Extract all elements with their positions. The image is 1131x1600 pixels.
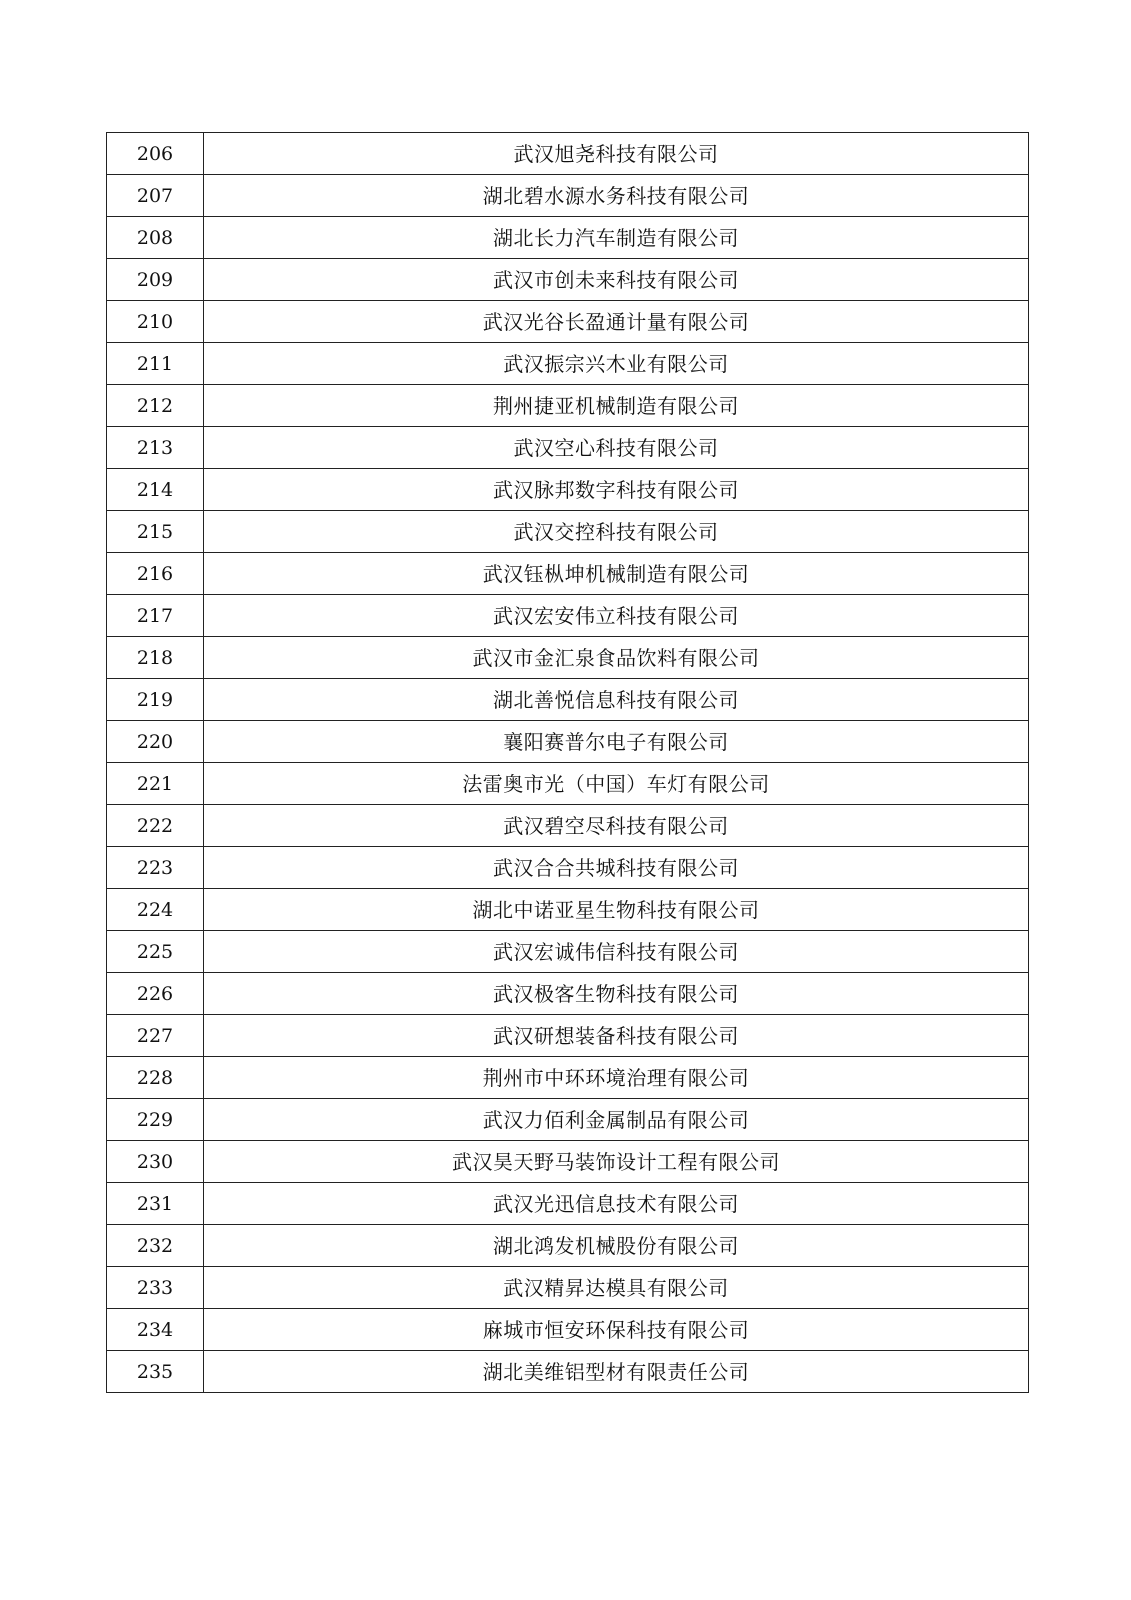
row-number-cell: 229 <box>107 1099 204 1141</box>
company-list-table <box>106 132 1029 1393</box>
company-name-cell: 武汉研想装备科技有限公司 <box>204 1015 1029 1057</box>
row-number-cell: 223 <box>107 847 204 889</box>
table-row <box>107 259 1029 301</box>
company-name-cell: 武汉合合共城科技有限公司 <box>204 847 1029 889</box>
table-row <box>107 721 1029 763</box>
row-number-cell: 212 <box>107 385 204 427</box>
table-row <box>107 805 1029 847</box>
company-name-cell: 武汉昊天野马装饰设计工程有限公司 <box>204 1141 1029 1183</box>
row-number-cell: 206 <box>107 133 204 175</box>
row-number-cell: 218 <box>107 637 204 679</box>
table-row <box>107 385 1029 427</box>
company-name-cell: 武汉市金汇泉食品饮料有限公司 <box>204 637 1029 679</box>
company-name-cell: 武汉光谷长盈通计量有限公司 <box>204 301 1029 343</box>
row-number-cell: 220 <box>107 721 204 763</box>
table-row <box>107 1099 1029 1141</box>
row-number-cell: 207 <box>107 175 204 217</box>
row-number-cell: 213 <box>107 427 204 469</box>
company-name-cell: 湖北中诺亚星生物科技有限公司 <box>204 889 1029 931</box>
table-row <box>107 1351 1029 1393</box>
company-name-cell: 法雷奥市光（中国）车灯有限公司 <box>204 763 1029 805</box>
company-name-cell: 武汉力佰利金属制品有限公司 <box>204 1099 1029 1141</box>
company-name-cell: 荆州捷亚机械制造有限公司 <box>204 385 1029 427</box>
table-row <box>107 1225 1029 1267</box>
row-number-cell: 222 <box>107 805 204 847</box>
row-number-cell: 225 <box>107 931 204 973</box>
table-row <box>107 679 1029 721</box>
row-number-cell: 234 <box>107 1309 204 1351</box>
table-row <box>107 763 1029 805</box>
table-row <box>107 511 1029 553</box>
row-number-cell: 235 <box>107 1351 204 1393</box>
row-number-cell: 209 <box>107 259 204 301</box>
row-number-cell: 232 <box>107 1225 204 1267</box>
table-row <box>107 301 1029 343</box>
table-row <box>107 1183 1029 1225</box>
company-name-cell: 襄阳赛普尔电子有限公司 <box>204 721 1029 763</box>
table-row <box>107 553 1029 595</box>
company-name-cell: 湖北善悦信息科技有限公司 <box>204 679 1029 721</box>
table-row <box>107 847 1029 889</box>
table-row <box>107 1309 1029 1351</box>
company-name-cell: 武汉旭尧科技有限公司 <box>204 133 1029 175</box>
company-name-cell: 武汉市创未来科技有限公司 <box>204 259 1029 301</box>
row-number-cell: 227 <box>107 1015 204 1057</box>
row-number-cell: 230 <box>107 1141 204 1183</box>
company-name-cell: 武汉脉邦数字科技有限公司 <box>204 469 1029 511</box>
company-name-cell: 湖北长力汽车制造有限公司 <box>204 217 1029 259</box>
table-row <box>107 595 1029 637</box>
row-number-cell: 210 <box>107 301 204 343</box>
table-row <box>107 973 1029 1015</box>
table-row <box>107 1057 1029 1099</box>
row-number-cell: 221 <box>107 763 204 805</box>
table-row <box>107 931 1029 973</box>
table-row <box>107 175 1029 217</box>
table-row <box>107 637 1029 679</box>
table-row <box>107 889 1029 931</box>
company-name-cell: 武汉光迅信息技术有限公司 <box>204 1183 1029 1225</box>
row-number-cell: 215 <box>107 511 204 553</box>
company-name-cell: 麻城市恒安环保科技有限公司 <box>204 1309 1029 1351</box>
row-number-cell: 231 <box>107 1183 204 1225</box>
company-name-cell: 武汉交控科技有限公司 <box>204 511 1029 553</box>
company-name-cell: 武汉宏安伟立科技有限公司 <box>204 595 1029 637</box>
row-number-cell: 233 <box>107 1267 204 1309</box>
row-number-cell: 216 <box>107 553 204 595</box>
row-number-cell: 217 <box>107 595 204 637</box>
company-name-cell: 武汉钰枞坤机械制造有限公司 <box>204 553 1029 595</box>
row-number-cell: 211 <box>107 343 204 385</box>
company-name-cell: 武汉精昇达模具有限公司 <box>204 1267 1029 1309</box>
company-name-cell: 湖北美维铝型材有限责任公司 <box>204 1351 1029 1393</box>
table-row <box>107 427 1029 469</box>
table-row <box>107 469 1029 511</box>
table-row <box>107 133 1029 175</box>
company-name-cell: 武汉极客生物科技有限公司 <box>204 973 1029 1015</box>
company-list-body <box>107 133 1029 1393</box>
row-number-cell: 228 <box>107 1057 204 1099</box>
company-name-cell: 武汉振宗兴木业有限公司 <box>204 343 1029 385</box>
row-number-cell: 226 <box>107 973 204 1015</box>
table-row <box>107 1267 1029 1309</box>
table-row <box>107 343 1029 385</box>
table-row <box>107 1015 1029 1057</box>
row-number-cell: 214 <box>107 469 204 511</box>
table-row <box>107 1141 1029 1183</box>
company-name-cell: 武汉空心科技有限公司 <box>204 427 1029 469</box>
company-name-cell: 湖北鸿发机械股份有限公司 <box>204 1225 1029 1267</box>
row-number-cell: 224 <box>107 889 204 931</box>
row-number-cell: 219 <box>107 679 204 721</box>
company-name-cell: 荆州市中环环境治理有限公司 <box>204 1057 1029 1099</box>
table-row <box>107 217 1029 259</box>
company-name-cell: 湖北碧水源水务科技有限公司 <box>204 175 1029 217</box>
company-name-cell: 武汉宏诚伟信科技有限公司 <box>204 931 1029 973</box>
row-number-cell: 208 <box>107 217 204 259</box>
company-name-cell: 武汉碧空尽科技有限公司 <box>204 805 1029 847</box>
